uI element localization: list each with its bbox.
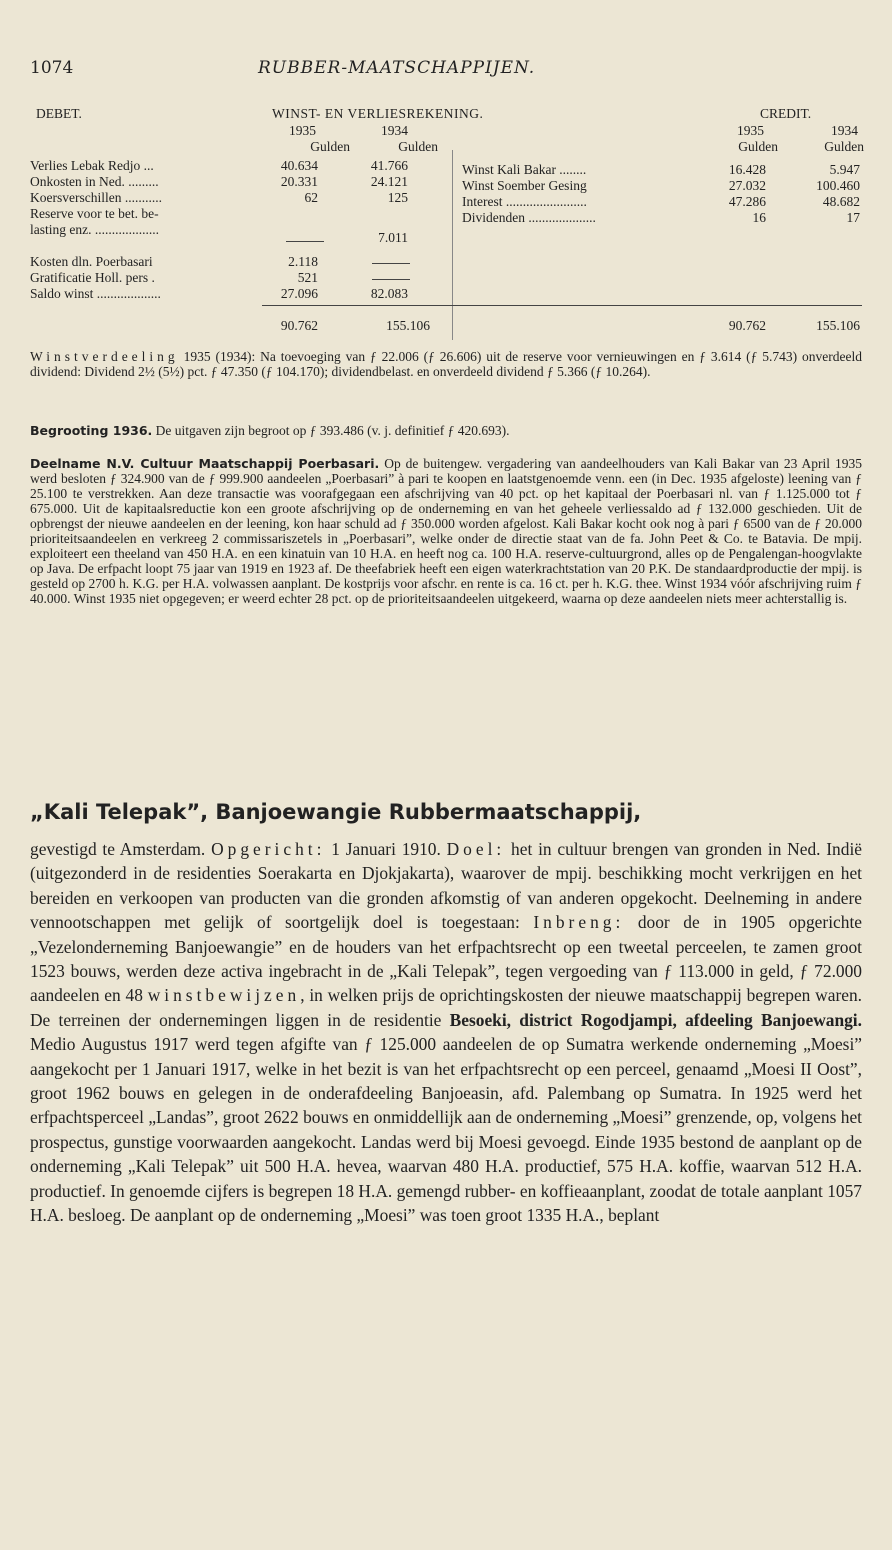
- debet-unit-1935: Gulden: [310, 139, 350, 154]
- credit-row-1935: 16.428: [728, 162, 766, 177]
- history-text: Medio Augustus 1917 werd tegen afgifte van ƒ 125.000 aandeelen de op Sumatra werkende onderneming „Moesi” aangekocht per 1 Januari 1917, welke in het bezit is van het erfpachtsrecht op een perceel, genaamd „Moesi II Oost”, groot 1962 bouws en gelegen in de onderafdeeling Banjoeasin, afd. Palembang op Sumatra. In 1925 werd het erfpachtsperceel „Landas”, groot 2622 bouws en onmiddellijk aan de onderneming „Moesi” grenzende, op, volgens het prospectus, gunstige voorwaarden aangekocht. Landas werd bij Moesi gevoegd. Einde 1935 bestond de aanplant op de onderneming „Kali Telepak” uit 500 H.A. hevea, waarvan 480 H.A. productief, 575 H.A. koffie, waarvan 512 H.A. productief. In genoemde cijfers is begrepen 18 H.A. gemengd rubber- en koffieaanplant, zoodat de totale aanplant 1057 H.A. besloeg. De aanplant op de onderneming „Moesi” was toen groot 1335 H.A., beplant: [30, 1034, 862, 1226]
- debet-row-label: lasting enz. ...................: [30, 222, 159, 237]
- doel-text: het in cultuur brengen van gronden in Ned. Indië (uitgezonderd in de residenties Soerakarta en Djokjakarta), waarover de mpij. beschikking mocht verkrijgen en het bereiden en verkoopen van producten van die gronden afkomstig of van anderen opgekocht. Deelneming in andere vennootschappen met gelijk of soortgelijk doel is toegestaan:: [30, 839, 862, 933]
- debet-row-label: Koersverschillen ...........: [30, 190, 162, 205]
- deelname-text: Op de buitengew. vergadering van aandeelhouders van Kali Bakar van 23 April 1935 werd besloten ƒ 324.900 van de ƒ 999.900 aandeelen „Poerbasari” à pari te koopen en laatstgenoemde venn. een (in Dec. 1935 afgeloste) leening van ƒ 25.100 te verstrekken. Aan deze transactie was voorafgegaan een afschrijving van 40 pct. op het kapitaal der Poerbasari nl. van ƒ 1.125.000 tot ƒ 675.000. Uit de kapitaalsreductie kon een groote afschrijving op de onderneming en van het geheele verliessaldo ad ƒ 132.000 geschieden. Uit de opbrengst der nieuwe aandeelen en der leening, kon haar schuld ad ƒ 350.000 worden afgelost. Kali Bakar kocht ook nog à pari ƒ 6500 van de ƒ 20.000 prioriteitsaandeelen en verkreeg 2 commissariszetels in „Poerbasari”, welke onder de directie staat van de fa. John Peet & Co. te Batavia. De mpij. exploiteert een theeland van 450 H.A. en een kinatuin van 10 H.A. en heeft nog ca. 100 H.A. reserve-cultuurgrond, alles op de Pengalengan-hoogvlakte op Java. De erfpacht loopt 75 jaar van 1919 en 1923 af. De theefabriek heeft een eigen waterkrachtstation van 20 P.K. De standaardproductie der mpij. is gesteld op 2700 h. K.G. per H.A. volwassen aanplant. De kostprijs voor afschr. en rente is ca. 16 ct. per h. K.G. thee. Winst 1934 vóór afschrijving ruim ƒ 40.000. Winst 1935 niet opgegeven; er weerd echter 28 pct. op de prioriteitsaandeelen uitgekeerd, waarna op deze aandeelen niets meer achterstallig is.: [30, 456, 862, 606]
- credit-row-label: Dividenden ....................: [462, 210, 596, 225]
- company-seat: gevestigd te Amsterdam.: [30, 839, 206, 859]
- debet-row-1934: 125: [387, 190, 408, 205]
- credit-label: CREDIT.: [760, 106, 812, 121]
- inbreng-label: Inbreng:: [533, 912, 625, 933]
- credit-row-1934: 48.682: [822, 194, 860, 209]
- debet-row-label: Reserve voor te bet. be-: [30, 206, 159, 221]
- debet-total-1935: 90.762: [280, 318, 318, 333]
- credit-row-label: Winst Kali Bakar ........: [462, 162, 587, 177]
- debet-row-1935: 27.096: [280, 286, 318, 301]
- account-title: WINST- EN VERLIESREKENING.: [272, 106, 484, 121]
- empty-value-dash: [286, 241, 324, 242]
- debet-row-1935: 2.118: [288, 254, 318, 269]
- running-title: RUBBER-MAATSCHAPPIJEN.: [258, 58, 536, 78]
- deelname-paragraph: [30, 456, 862, 606]
- company-description: [30, 837, 862, 1228]
- winstverdeeling-text: 1935 (1934): Na toevoeging van ƒ 22.006 (ƒ 26.606) uit de reserve voor vernieuwingen en ƒ 3.614 (ƒ 5.743) onverdeeld dividend: Dividend 2½ (5½) pct. ƒ 47.350 (ƒ 104.170); dividendbelast. en onverdeeld dividend ƒ 5.366 (ƒ 10.264).: [30, 349, 862, 379]
- debet-year-1934: 1934: [381, 123, 408, 138]
- credit-year-1934: 1934: [831, 123, 858, 138]
- debet-row-1935: 62: [304, 190, 318, 205]
- winstbewijzen-label: winstbewijzen: [147, 985, 301, 1006]
- debet-row-1934: 41.766: [370, 158, 408, 173]
- debet-year-1935: 1935: [289, 123, 316, 138]
- debet-label: DEBET.: [36, 106, 82, 121]
- credit-unit-1934: Gulden: [824, 139, 864, 154]
- debet-row-1935: 40.634: [280, 158, 318, 173]
- debet-row-label: Onkosten in Ned. .........: [30, 174, 159, 189]
- credit-row-1934: 17: [846, 210, 860, 225]
- credit-row-label: Interest ........................: [462, 194, 587, 209]
- debet-row-1934: 7.011: [378, 230, 408, 245]
- terrain-text: , in welken prijs de oprichtingskosten der nieuwe maatschappij begrepen waren. De terreinen der ondernemingen liggen in de residentie: [30, 985, 862, 1030]
- founding-date: 1 Januari 1910.: [325, 839, 447, 859]
- begrooting-label: Begrooting 1936.: [30, 423, 153, 438]
- inbreng-text: door de in 1905 opgerichte „Vezelonderneming Banjoewangie” en de houders van het erfpachtsrecht op een tweetal perceelen, te zamen groot 1523 bouws, werden deze activa ingebracht in de „Kali Telepak”, tegen vergoeding van ƒ 113.000 in geld, ƒ 72.000 aandeelen en 48: [30, 912, 862, 1006]
- begrooting-paragraph: [30, 423, 862, 438]
- debet-row-1935: 521: [297, 270, 318, 285]
- debet-row-1934: 82.083: [370, 286, 408, 301]
- debet-row-label: Kosten dln. Poerbasari: [30, 254, 153, 269]
- credit-row-label: Winst Soember Gesing: [462, 178, 587, 193]
- company-title: „Kali Telepak”, Banjoewangie Rubbermaatschappij,: [30, 800, 642, 824]
- debet-row-label: Verlies Lebak Redjo ...: [30, 158, 154, 173]
- credit-row-1935: 16: [752, 210, 766, 225]
- column-divider: [452, 150, 453, 340]
- totals-rule: [262, 305, 862, 306]
- begrooting-text: De uitgaven zijn begroot op ƒ 393.486 (v. j. definitief ƒ 420.693).: [152, 423, 510, 438]
- credit-row-1935: 47.286: [728, 194, 766, 209]
- opgericht-label: Opgericht:: [211, 839, 326, 859]
- debet-total-1934: 155.106: [386, 318, 430, 333]
- doel-label: Doel:: [446, 839, 506, 859]
- empty-value-dash: [372, 263, 410, 264]
- credit-row-1934: 100.460: [816, 178, 860, 193]
- debet-row-label: Gratificatie Holl. pers .: [30, 270, 155, 285]
- page-header: [30, 58, 862, 84]
- empty-value-dash: [372, 279, 410, 280]
- winstverdeeling-paragraph: [30, 349, 862, 379]
- winstverdeeling-label: Winstverdeeling: [30, 349, 179, 364]
- page-number: 1074: [30, 58, 74, 78]
- besoeki-location: Besoeki, district Rogodjampi, afdeeling Banjoewangi.: [449, 1009, 862, 1030]
- credit-unit-1935: Gulden: [738, 139, 778, 154]
- debet-row-1934: 24.121: [370, 174, 408, 189]
- credit-row-1935: 27.032: [728, 178, 766, 193]
- debet-unit-1934: Gulden: [398, 139, 438, 154]
- credit-year-1935: 1935: [737, 123, 764, 138]
- credit-total-1934: 155.106: [816, 318, 860, 333]
- debet-row-label: Saldo winst ...................: [30, 286, 161, 301]
- credit-row-1934: 5.947: [829, 162, 860, 177]
- debet-row-1935: 20.331: [280, 174, 318, 189]
- credit-total-1935: 90.762: [728, 318, 766, 333]
- deelname-label: Deelname N.V. Cultuur Maatschappij Poerbasari.: [30, 456, 380, 471]
